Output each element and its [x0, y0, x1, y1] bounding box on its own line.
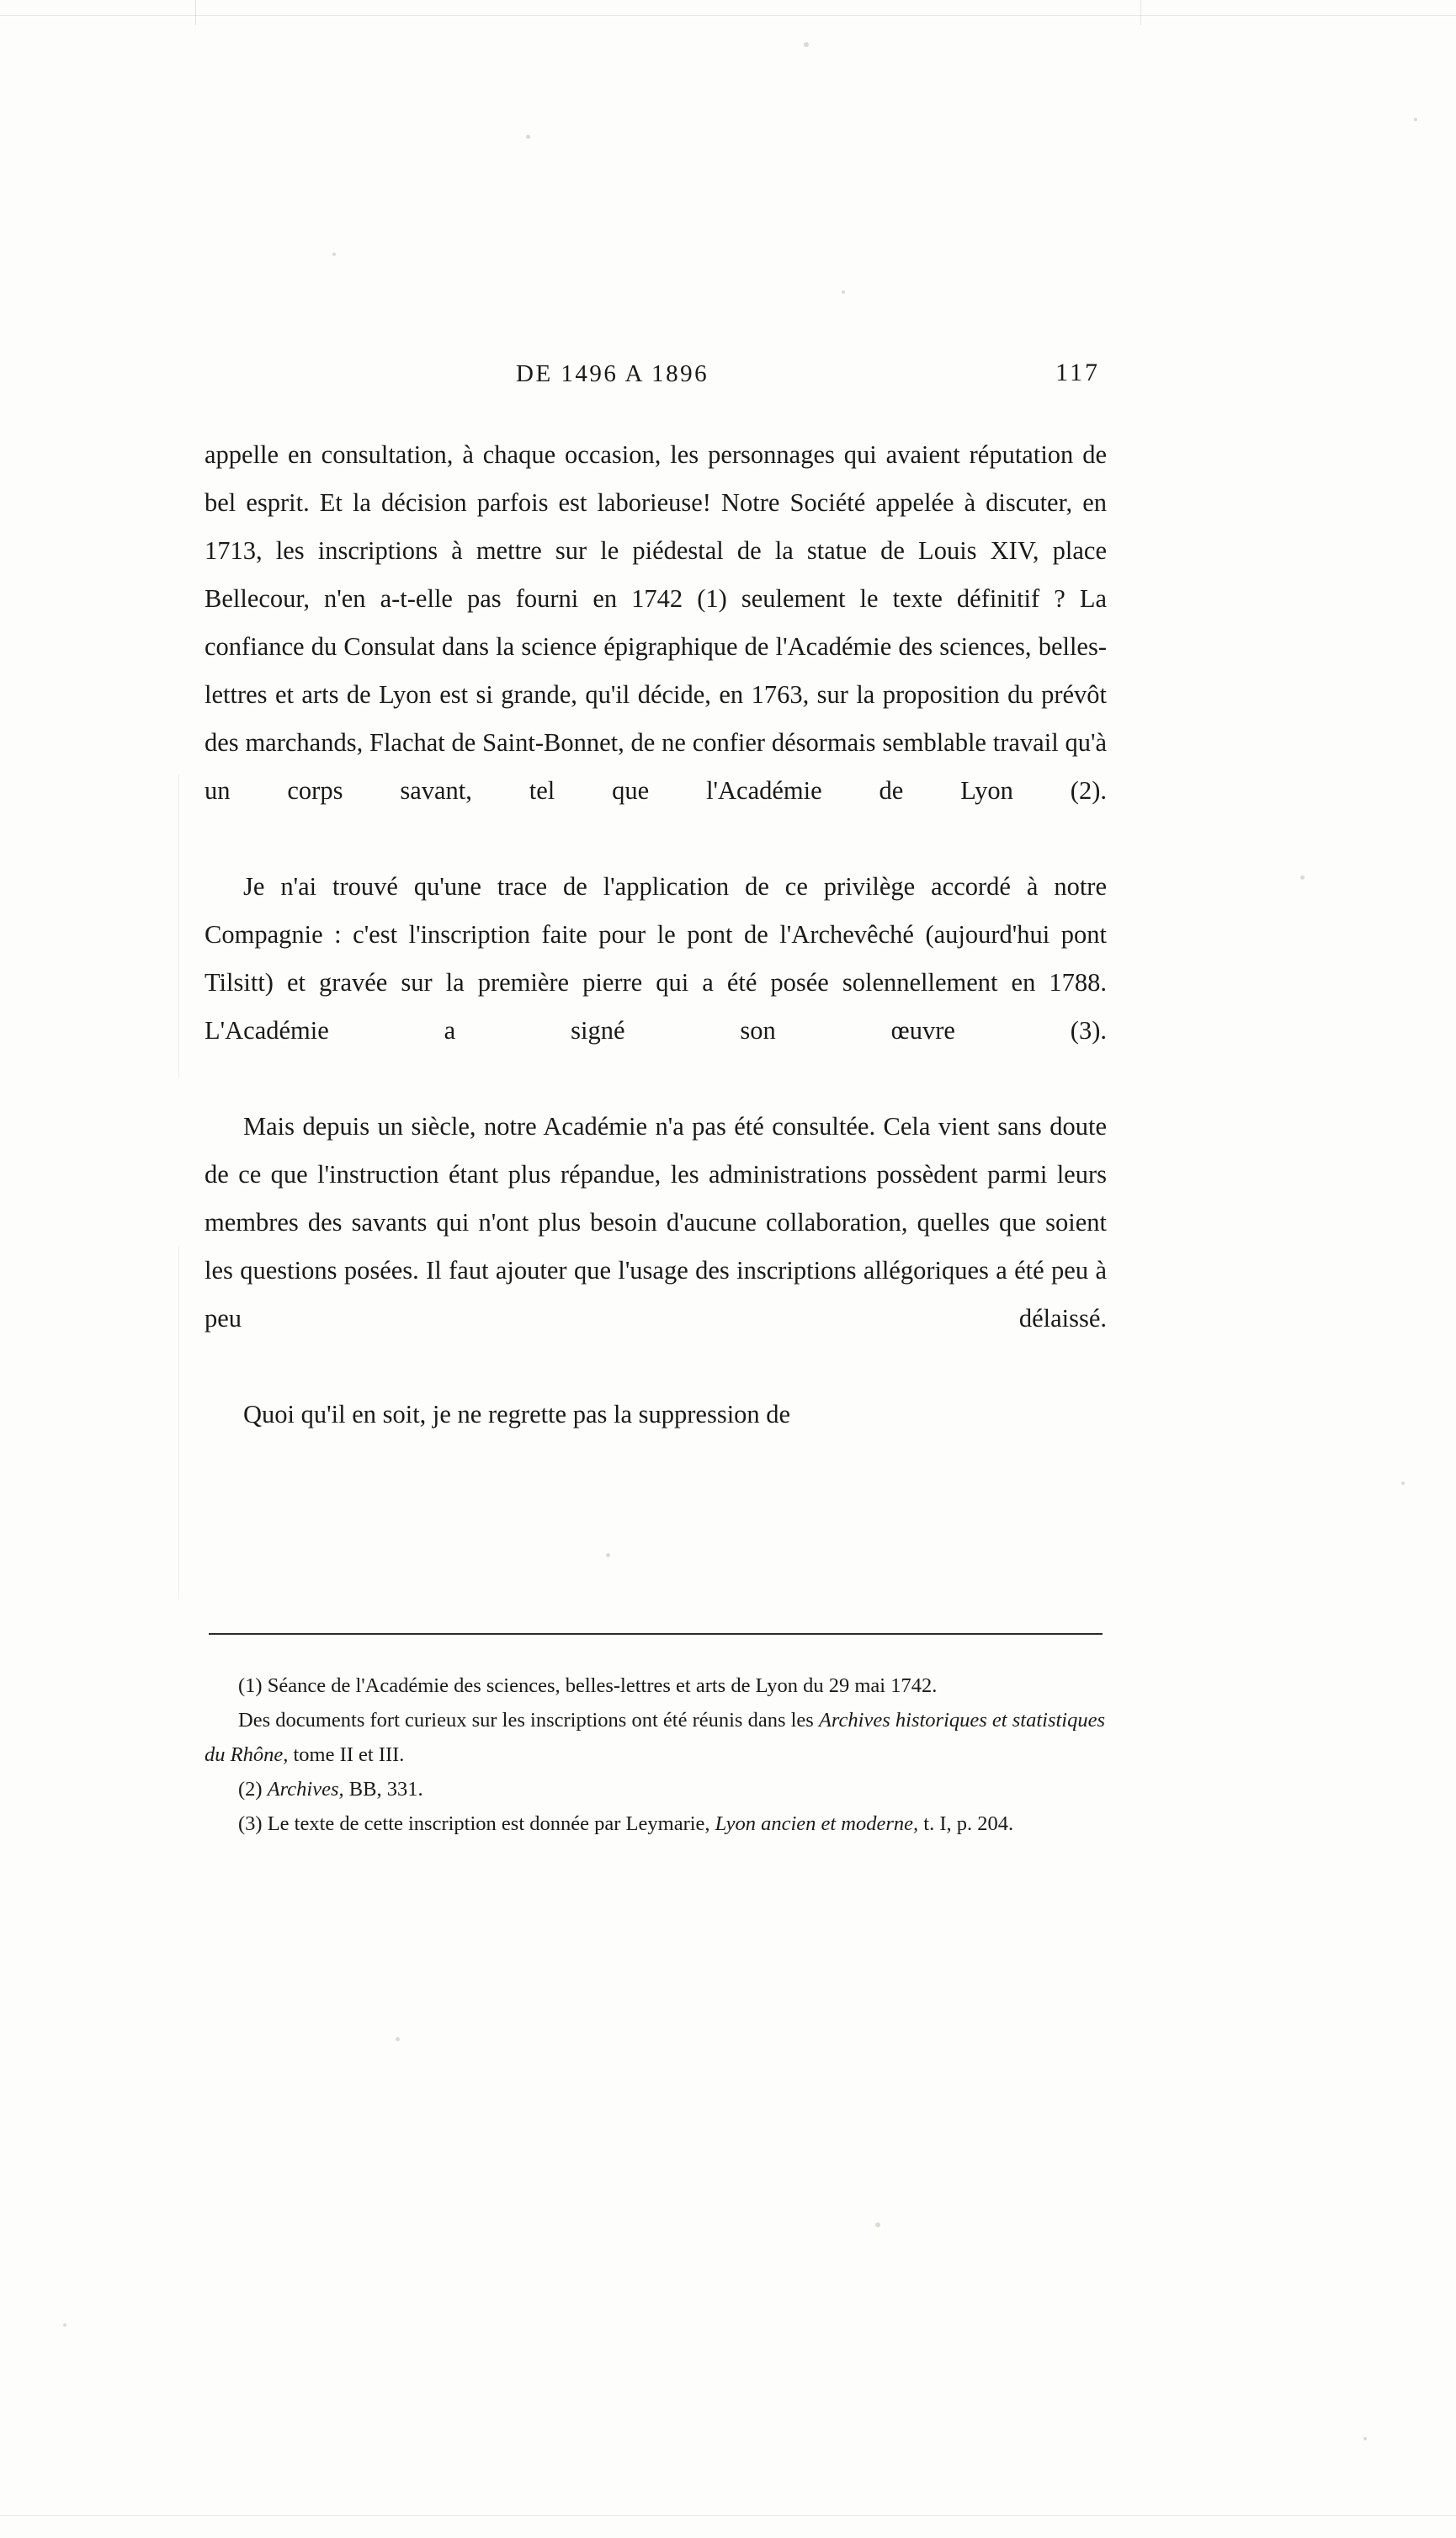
footnote-1b-text-b: tome II et III. [288, 1743, 405, 1766]
scan-margin-line-left [178, 774, 179, 1077]
body-paragraph-2: Je n'ai trouvé qu'une trace de l'application de ce privilège accordé à notre Compagnie : c'est l'inscription faite pour le pont de l'Archevêché (aujourd'hui pont Tilsitt) et gravée sur la première pierre qui a été posée solennellement en 1788. L'Académie a signé son œuvre (3). [205, 872, 1107, 1045]
page-number: 117 [1055, 359, 1100, 386]
scan-speck [842, 290, 845, 294]
footnote-3-text-b: t. I, p. 204. [918, 1812, 1014, 1835]
footnote-1b-title: Archives historiques et statistiques du Rhône, [205, 1709, 1105, 1766]
footnotes [205, 1668, 1105, 1841]
scan-speck [1401, 1482, 1405, 1485]
footnote-2-text: BB, 331. [343, 1778, 423, 1801]
scan-speck [332, 253, 336, 256]
footnote-2 [205, 1772, 1105, 1806]
scan-edge-line-top [0, 15, 1456, 16]
body-paragraph-1: appelle en consultation, à chaque occasion, les personnages qui avaient réputation de bel esprit. Et la décision parfois est laborieuse! Notre Société appelée à discuter, en 1713, les inscriptions à mettre sur le piédestal de la statue de Louis XIV, place Bellecour, n'en a-t-elle pas fourni en 1742 (1) seulement le texte définitif ? La confiance du Consulat dans la science épigraphique de l'Académie des sciences, belles-lettres et arts de Lyon est si grande, qu'il décide, en 1763, sur la proposition du prévôt des marchands, Flachat de Saint-Bonnet, de ne confier désormais semblable travail qu'à un corps savant, tel que l'Académie de Lyon (2). [205, 440, 1107, 805]
footnote-1b-text-a: Des documents fort curieux sur les inscriptions ont été réunis dans les [238, 1709, 819, 1732]
footnote-2-marker: (2) [238, 1778, 268, 1801]
running-head [205, 360, 1105, 394]
scan-tick-top-left [195, 0, 196, 25]
footnote-2-title: Archives, [267, 1778, 344, 1801]
footnote-1 [205, 1668, 1105, 1703]
footnote-3-text-a: (3) Le texte de cette inscription est donnée par Leymarie, [238, 1812, 715, 1835]
scan-speck [1363, 2437, 1367, 2440]
scan-edge-line-bottom [0, 2515, 1456, 2516]
scan-tick-top-right [1140, 0, 1141, 25]
scan-speck [875, 2222, 880, 2227]
footnote-1-text: (1) Séance de l'Académie des sciences, belles-lettres et arts de Lyon du 29 mai 1742. [238, 1674, 938, 1697]
footnote-divider [209, 1633, 1103, 1635]
body-text [205, 431, 1107, 1439]
scan-speck [606, 1553, 610, 1557]
scan-speck [1414, 118, 1417, 121]
body-paragraph-4: Quoi qu'il en soit, je ne regrette pas la suppression de [243, 1400, 791, 1429]
footnote-3-title: Lyon ancien et moderne, [715, 1812, 919, 1835]
scan-speck [396, 2037, 400, 2041]
scan-speck [63, 2323, 66, 2327]
scan-speck [1300, 875, 1305, 880]
scan-speck [804, 42, 809, 47]
footnote-3 [205, 1806, 1105, 1841]
scan-margin-line-left-2 [178, 1246, 179, 1599]
body-paragraph-3: Mais depuis un siècle, notre Académie n'a pas été consultée. Cela vient sans doute de ce que l'instruction étant plus répandue, les administrations possèdent parmi leurs membres des savants qui n'ont plus besoin d'aucune collaboration, quelles que soient les questions posées. Il faut ajouter que l'usage des inscriptions allégoriques a été peu à peu délaissé. [205, 1112, 1107, 1333]
scan-speck [526, 135, 530, 139]
footnote-1b [205, 1703, 1105, 1772]
running-head-title: DE 1496 A 1896 [516, 360, 709, 387]
